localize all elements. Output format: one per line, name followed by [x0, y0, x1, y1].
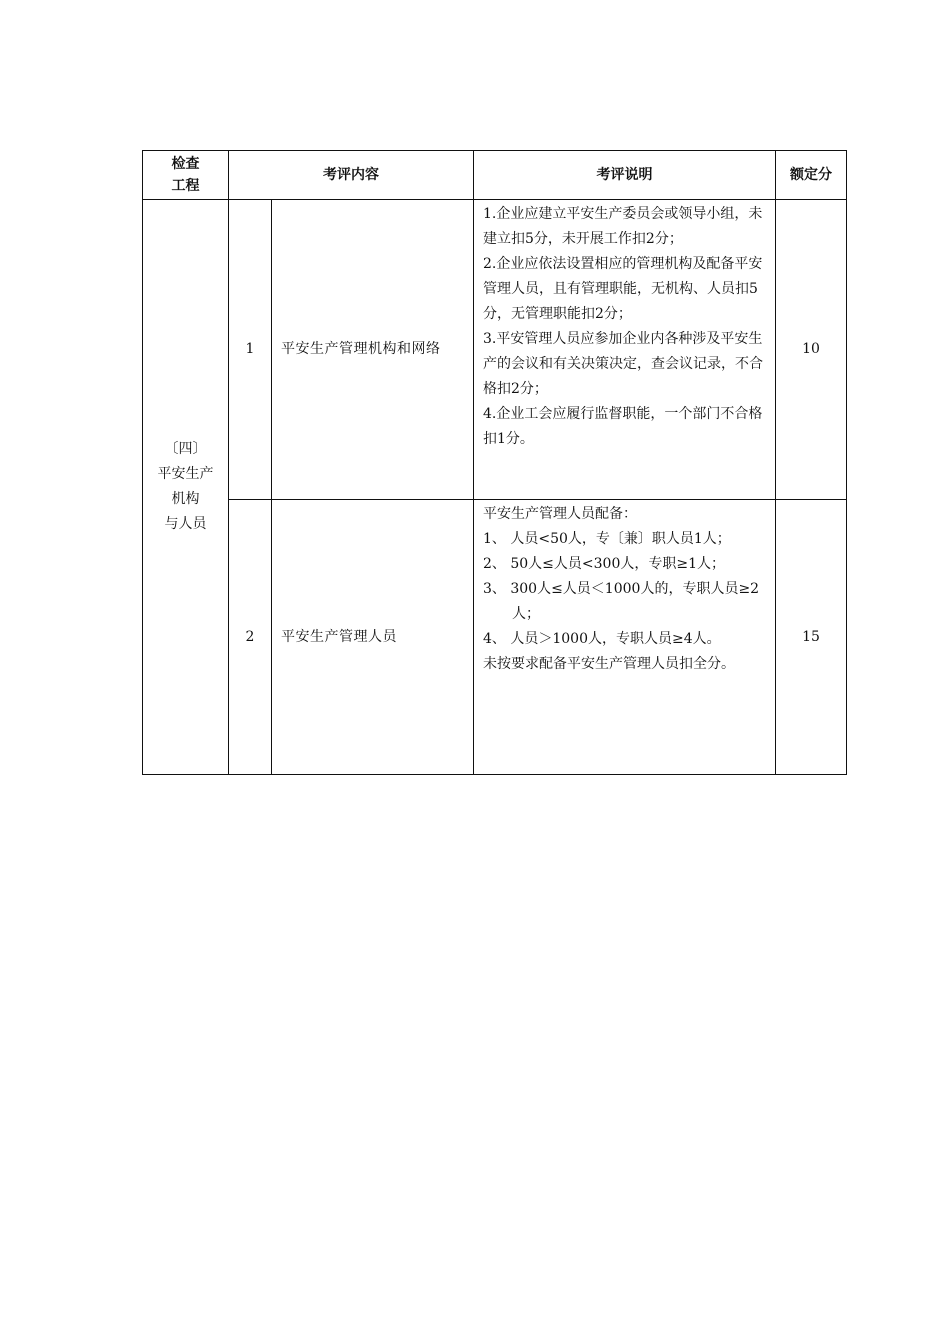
group-cell: 〔四〕 平安生产 机构 与人员 — [143, 200, 229, 775]
row-description: 1.企业应建立平安生产委员会或领导小组，未建立扣5分，未开展工作扣2分； 2.企业应依法设置相应的管理机构及配备平安管理人员，且有管理职能，无机构、人员扣5分，无管理职能扣2分； 3.平安管理人员应参加企业内各种涉及平安生产的会议和有关决策决定，查会议记录，不合格扣2分； 4.企业工会应履行监督职能，一个部门不合格扣1分。 — [474, 200, 776, 500]
row-index: 2 — [229, 500, 272, 775]
evaluation-table — [142, 150, 847, 775]
row-index: 1 — [229, 200, 272, 500]
table-row — [143, 200, 847, 500]
row-content: 平安生产管理机构和网络 — [272, 200, 474, 500]
header-content: 考评内容 — [229, 151, 474, 200]
header-score: 额定分 — [776, 151, 847, 200]
row-score: 10 — [776, 200, 847, 500]
row-score: 15 — [776, 500, 847, 775]
row-description: 平安生产管理人员配备： 1、 人员<50人，专〔兼〕职人员1人； 2、 50人≤人员<300人，专职≥1人； 3、 300人≤人员＜1000人的，专职人员≥2人； 4、 人员＞1000人，专职人员≥4人。 未按要求配备平安生产管理人员扣全分。 — [474, 500, 776, 775]
header-row — [143, 151, 847, 200]
table-row — [143, 500, 847, 775]
row-content: 平安生产管理人员 — [272, 500, 474, 775]
header-desc: 考评说明 — [474, 151, 776, 200]
header-item: 检查 工程 — [143, 151, 229, 200]
